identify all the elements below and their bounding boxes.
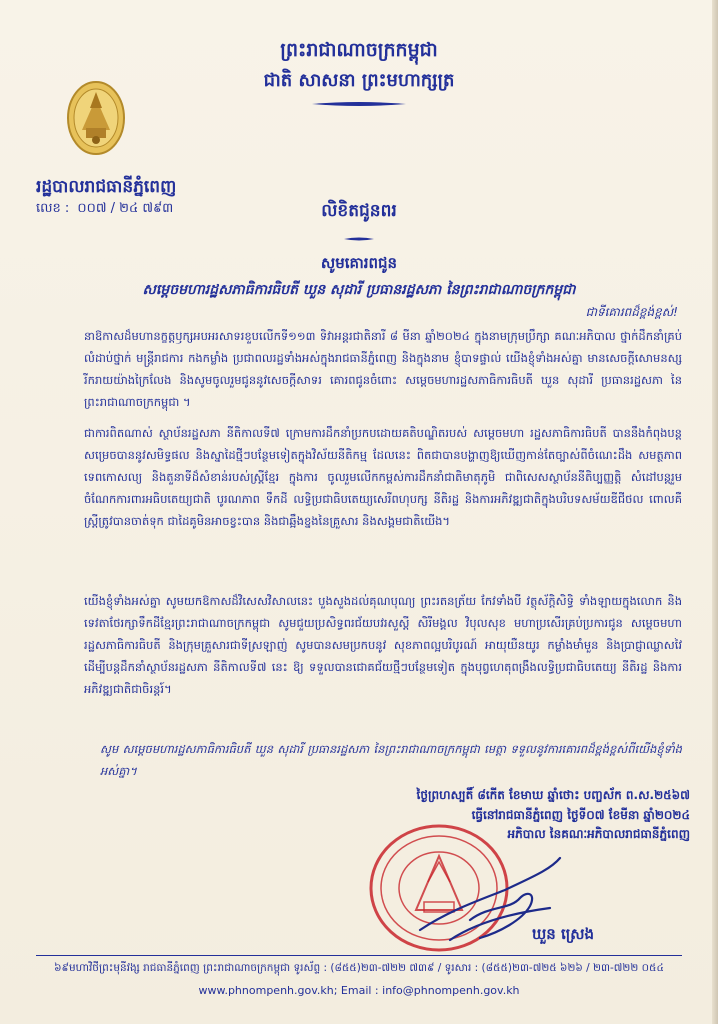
salutation: ជាទីគោរពដ៏ខ្ពង់ខ្ពស់! bbox=[585, 305, 678, 319]
body-paragraph-1: នាឱកាសដ៏មហានក្ខត្តឫក្សអបអរសាទរខួបលើកទី១១៣ ទិវាអន្តរជាតិនារី ៨ មីនា ឆ្នាំ២០២៤ ក្នុងនាមក្រុមប្រឹក្សា គណៈអភិបាល ថ្នាក់ដឹកនាំគ្រប់លំដាប់ថ្នាក់ មន្ត្រីរាជការ កងកម្លាំង ប្រជាពលរដ្ឋទាំងអស់ក្នុងរាជធានីភ្នំពេញ និងក្នុងនាម ខ្ញុំបាទផ្ទាល់ យើងខ្ញុំទាំងអស់គ្នា មានសេចក្តីសោមនស្សរីករាយយ៉ាងក្រៃលែង និងសូមចូលរួមជូននូវសេចក្តីសាទរ គោរពជូនចំពោះ សម្តេចមហារដ្ឋសភាធិការធិបតី ឃួន សុដារី ប្រធានរដ្ឋសភា នៃព្រះរាជាណាចក្រកម្ពុជា ។ bbox=[84, 329, 682, 409]
body-paragraph-2: ជាការពិតណាស់ ស្ថាប័នរដ្ឋសភា នីតិកាលទី៧ ក្រោមការដឹកនាំប្រកបដោយគតិបណ្ឌិតរបស់ សម្តេចមហា រដ្ឋសភាធិការធិបតី បាននឹងកំពុងបន្តសម្រេចបាននូវសមិទ្ធផល និងស្នាដៃថ្មីៗបន្ថែមទៀតក្នុងវិស័យនីតិកម្ម ដែលនេះ ពិតជាបានបង្ហាញឱ្យឃើញកាន់តែច្បាស់ពីចំណេះដឹង សមត្ថភាព ទេពកោសល្យ និងតួនាទីដ៏សំខាន់របស់ស្ត្រីខ្មែរ ក្នុងការ ចូលរួមលើកកម្ពស់ការដឹកនាំជាតិមាតុភូមិ ជាពិសេសស្ថាប័ននីតិប្បញ្ញត្តិ សំដៅបន្តរួមចំណែកការពារអធិបតេយ្យជាតិ បូរណភាព ទឹកដី លទ្ធិប្រជាធិបតេយ្យសេរីពហុបក្ស នីតិរដ្ឋ និងការអភិវឌ្ឍជាតិក្នុងបរិបទសម័យឌីជីថល ពោលគឺស្ត្រីត្រូវបានចាត់ទុក ជាដៃគូមិនអាចខ្វះបាន និងជាឆ្អឹងខ្នងនៃគ្រួសារ និងសង្គមជាតិយើង។ bbox=[84, 426, 682, 528]
signer-name: ឃួន ស្រេង bbox=[532, 925, 595, 943]
kingdom-heading: ព្រះរាជាណាចក្រកម្ពុជា bbox=[280, 39, 438, 61]
signer-title: អភិបាល នៃគណៈអភិបាលរាជធានីភ្នំពេញ bbox=[507, 827, 690, 841]
reference-label: លេខ : bbox=[36, 201, 70, 216]
issuing-office: រដ្ឋបាលរាជធានីភ្នំពេញ bbox=[36, 177, 177, 197]
national-motto: ជាតិ សាសនា ព្រះមហាក្សត្រ bbox=[263, 70, 455, 91]
body-paragraph-3: យើងខ្ញុំទាំងអស់គ្នា សូមយកឱកាសដ៏វិសេសវិសាលនេះ បួងសួងដល់គុណបុណ្យ ព្រះរតនត្រ័យ កែវទាំងបី វត្ថុស័ក្តិសិទ្ធិ ទាំងឡាយក្នុងលោក និងទេវតាថែរក្សាទឹកដីខ្មែរព្រះរាជាណាចក្រកម្ពុជា សូមជួយប្រសិទ្ធពរជ័យបវរសួស្តី សិរីមង្គល វិបុលសុខ មហាប្រសើរគ្រប់ប្រការជូន សម្តេចមហារដ្ឋសភាធិការធិបតី និងក្រុមគ្រួសារជាទីស្រឡាញ់ សូមបានសមប្រកបនូវ សុខភាពល្អបរិបូរណ៍ អាយុយឺនយូរ កម្លាំងមាំមួន និងប្រាជ្ញាឈ្លាសវៃ ដើម្បីបន្តដឹកនាំស្ថាប័នរដ្ឋសភា នីតិកាលទី៧ នេះ ឱ្យ ទទួលបានជោគជ័យថ្មីៗបន្ថែមទៀត ក្នុងបុព្វហេតុពង្រឹងលទ្ធិប្រជាធិបតេយ្យ នីតិរដ្ឋ និងការអភិវឌ្ឍជាតិជាចិរន្តរ៍។ bbox=[84, 594, 682, 696]
solar-date: ធ្វើនៅរាជធានីភ្នំពេញ ថ្ងៃទី០៧ ខែមីនា ឆ្នាំ២០២៤ bbox=[471, 808, 690, 822]
reference-value: ០០៧ / ២៤ ៧៩៣ bbox=[77, 201, 174, 216]
ornament-divider-small bbox=[344, 236, 374, 242]
ornament-divider bbox=[312, 100, 406, 108]
lunar-date: ថ្ងៃព្រហស្បតិ៍ ៨កើត ខែមាឃ ឆ្នាំថោះ បញ្ចស័ក ព.ស.២៥៦៧ bbox=[416, 788, 690, 802]
footer-divider bbox=[36, 955, 682, 956]
document-title: លិខិតជូនពរ bbox=[321, 201, 397, 221]
recipient-label: សូមគោរពជូន bbox=[320, 254, 398, 272]
city-emblem-icon bbox=[64, 78, 128, 162]
recipient-name: សម្តេចមហារដ្ឋសភាធិការធិបតី ឃួន សុដារី ប្រធានរដ្ឋសភា នៃព្រះរាជាណាចក្រកម្ពុជា bbox=[142, 282, 576, 298]
page-edge-shadow bbox=[712, 0, 718, 1024]
footer-address: ៦៩មហាវិថីព្រះមុនីវង្ស រាជធានីភ្នំពេញ ព្រះរាជាណាចក្រកម្ពុជា ទូរស័ព្ទ : (៨៥៥)២៣-៧២២ ៧៣៩ / ទូរសារ : (៨៥៥)២៣-៧២៥ ៦២៦ / ២៣-៧២២ ០៥៤ bbox=[54, 962, 664, 974]
footer-contact[interactable]: www.phnompenh.gov.kh; Email : info@phnompenh.gov.kh bbox=[198, 984, 520, 997]
closing-paragraph: សូម សម្តេចមហារដ្ឋសភាធិការធិបតី ឃួន សុដារី ប្រធានរដ្ឋសភា នៃព្រះរាជាណាចក្រកម្ពុជា មេត្តា ទទួលនូវការគោរពដ៏ខ្ពង់ខ្ពស់ពីយើងខ្ញុំទាំងអស់គ្នា។ bbox=[100, 742, 682, 778]
